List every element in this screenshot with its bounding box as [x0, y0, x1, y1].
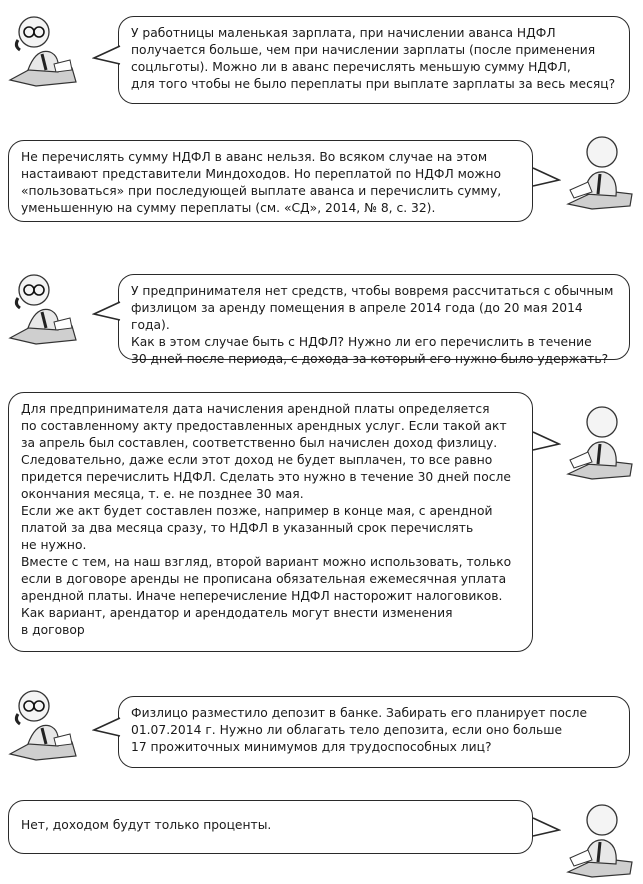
bubble-line: 01.07.2014 г. Нужно ли облагать тело депозита, если оно больше — [131, 723, 563, 737]
expert-icon — [562, 132, 636, 210]
bubble-line: если в договоре аренды не прописана обязательная ежемесячная уплата — [21, 572, 507, 586]
bubble-tail — [92, 716, 122, 738]
bubble-line: платой за два месяца сразу, то НДФЛ в указанный срок перечислять — [21, 521, 474, 535]
expert-figure-3 — [562, 800, 636, 878]
bubble-tail — [92, 300, 122, 322]
bubble-line: Для предпринимателя дата начисления арендной платы определяется — [21, 402, 490, 416]
bubble-line: У работницы маленькая зарплата, при начислении аванса НДФЛ — [131, 26, 556, 40]
bubble-line: физлицом за аренду помещения в апреле 2014 года (до 20 мая 2014 года). — [131, 301, 583, 332]
expert-icon — [562, 402, 636, 480]
question-bubble-3 — [118, 696, 630, 768]
questioner-icon — [6, 268, 80, 346]
bubble-line: Если же акт будет составлен позже, например в конце мая, с арендной — [21, 504, 493, 518]
expert-figure-2 — [562, 402, 636, 480]
bubble-line: Физлицо разместило депозит в банке. Забирать его планирует после — [131, 706, 588, 720]
bubble-line: Следовательно, даже если этот доход не будет выплачен, то все равно — [21, 453, 493, 467]
bubble-line: настаивают представители Миндоходов. Но переплатой по НДФЛ можно — [21, 167, 502, 181]
bubble-line: «пользоваться» при последующей выплате аванса и перечислить сумму, — [21, 184, 502, 198]
bubble-line: для того чтобы не было переплаты при выплате зарплаты за весь месяц? — [131, 77, 616, 91]
bubble-tail — [92, 44, 122, 66]
bubble-line: Как в этом случае быть с НДФЛ? Нужно ли его перечислить в течение — [131, 335, 592, 349]
bubble-line: Не перечислять сумму НДФЛ в аванс нельзя. Во всяком случае на этом — [21, 150, 488, 164]
bubble-line: Как вариант, арендатор и арендодатель могут внести изменения — [21, 606, 453, 620]
questioner-icon — [6, 10, 80, 88]
expert-icon — [562, 800, 636, 878]
bubble-line: в договор — [21, 623, 85, 637]
questioner-figure-3 — [6, 684, 80, 762]
bubble-line: Нет, доходом будут только проценты. — [21, 818, 272, 832]
answer-bubble-3 — [8, 800, 533, 854]
question-bubble-1 — [118, 16, 630, 104]
answer-bubble-2 — [8, 392, 533, 652]
questioner-figure-2 — [6, 268, 80, 346]
bubble-line: придется перечислить НДФЛ. Сделать это нужно в течение 30 дней после — [21, 470, 511, 484]
bubble-line: по составленному акту предоставленных арендных услуг. Если такой акт — [21, 419, 507, 433]
questioner-figure-1 — [6, 10, 80, 88]
bubble-line: У предпринимателя нет средств, чтобы вовремя рассчитаться с обычным — [131, 284, 614, 298]
bubble-line: окончания месяца, т. е. не позднее 30 мая. — [21, 487, 304, 501]
questioner-icon — [6, 684, 80, 762]
bubble-line: не нужно. — [21, 538, 87, 552]
bubble-line: за апрель был составлен, соответственно был начислен доход физлицу. — [21, 436, 498, 450]
bubble-line: арендной платы. Иначе неперечисление НДФЛ насторожит налоговиков. — [21, 589, 503, 603]
bubble-line: 17 прожиточных минимумов для трудоспособных лиц? — [131, 740, 492, 754]
question-bubble-2 — [118, 274, 630, 366]
bubble-line: Вместе с тем, на наш взгляд, второй вариант можно использовать, только — [21, 555, 512, 569]
answer-bubble-1 — [8, 140, 533, 222]
expert-figure-1 — [562, 132, 636, 210]
bubble-line: получается больше, чем при начислении зарплаты (после применения — [131, 43, 596, 57]
bubble-tail — [531, 430, 561, 452]
bubble-tail — [531, 166, 561, 188]
bubble-line: 30 дней после периода, с дохода за который его нужно было удержать? — [131, 352, 609, 366]
bubble-tail — [531, 816, 561, 838]
bubble-line: уменьшенную на сумму переплаты (см. «СД», 2014, № 8, с. 32). — [21, 201, 436, 215]
bubble-line: соцльготы). Можно ли в аванс перечислять меньшую сумму НДФЛ, — [131, 60, 571, 74]
